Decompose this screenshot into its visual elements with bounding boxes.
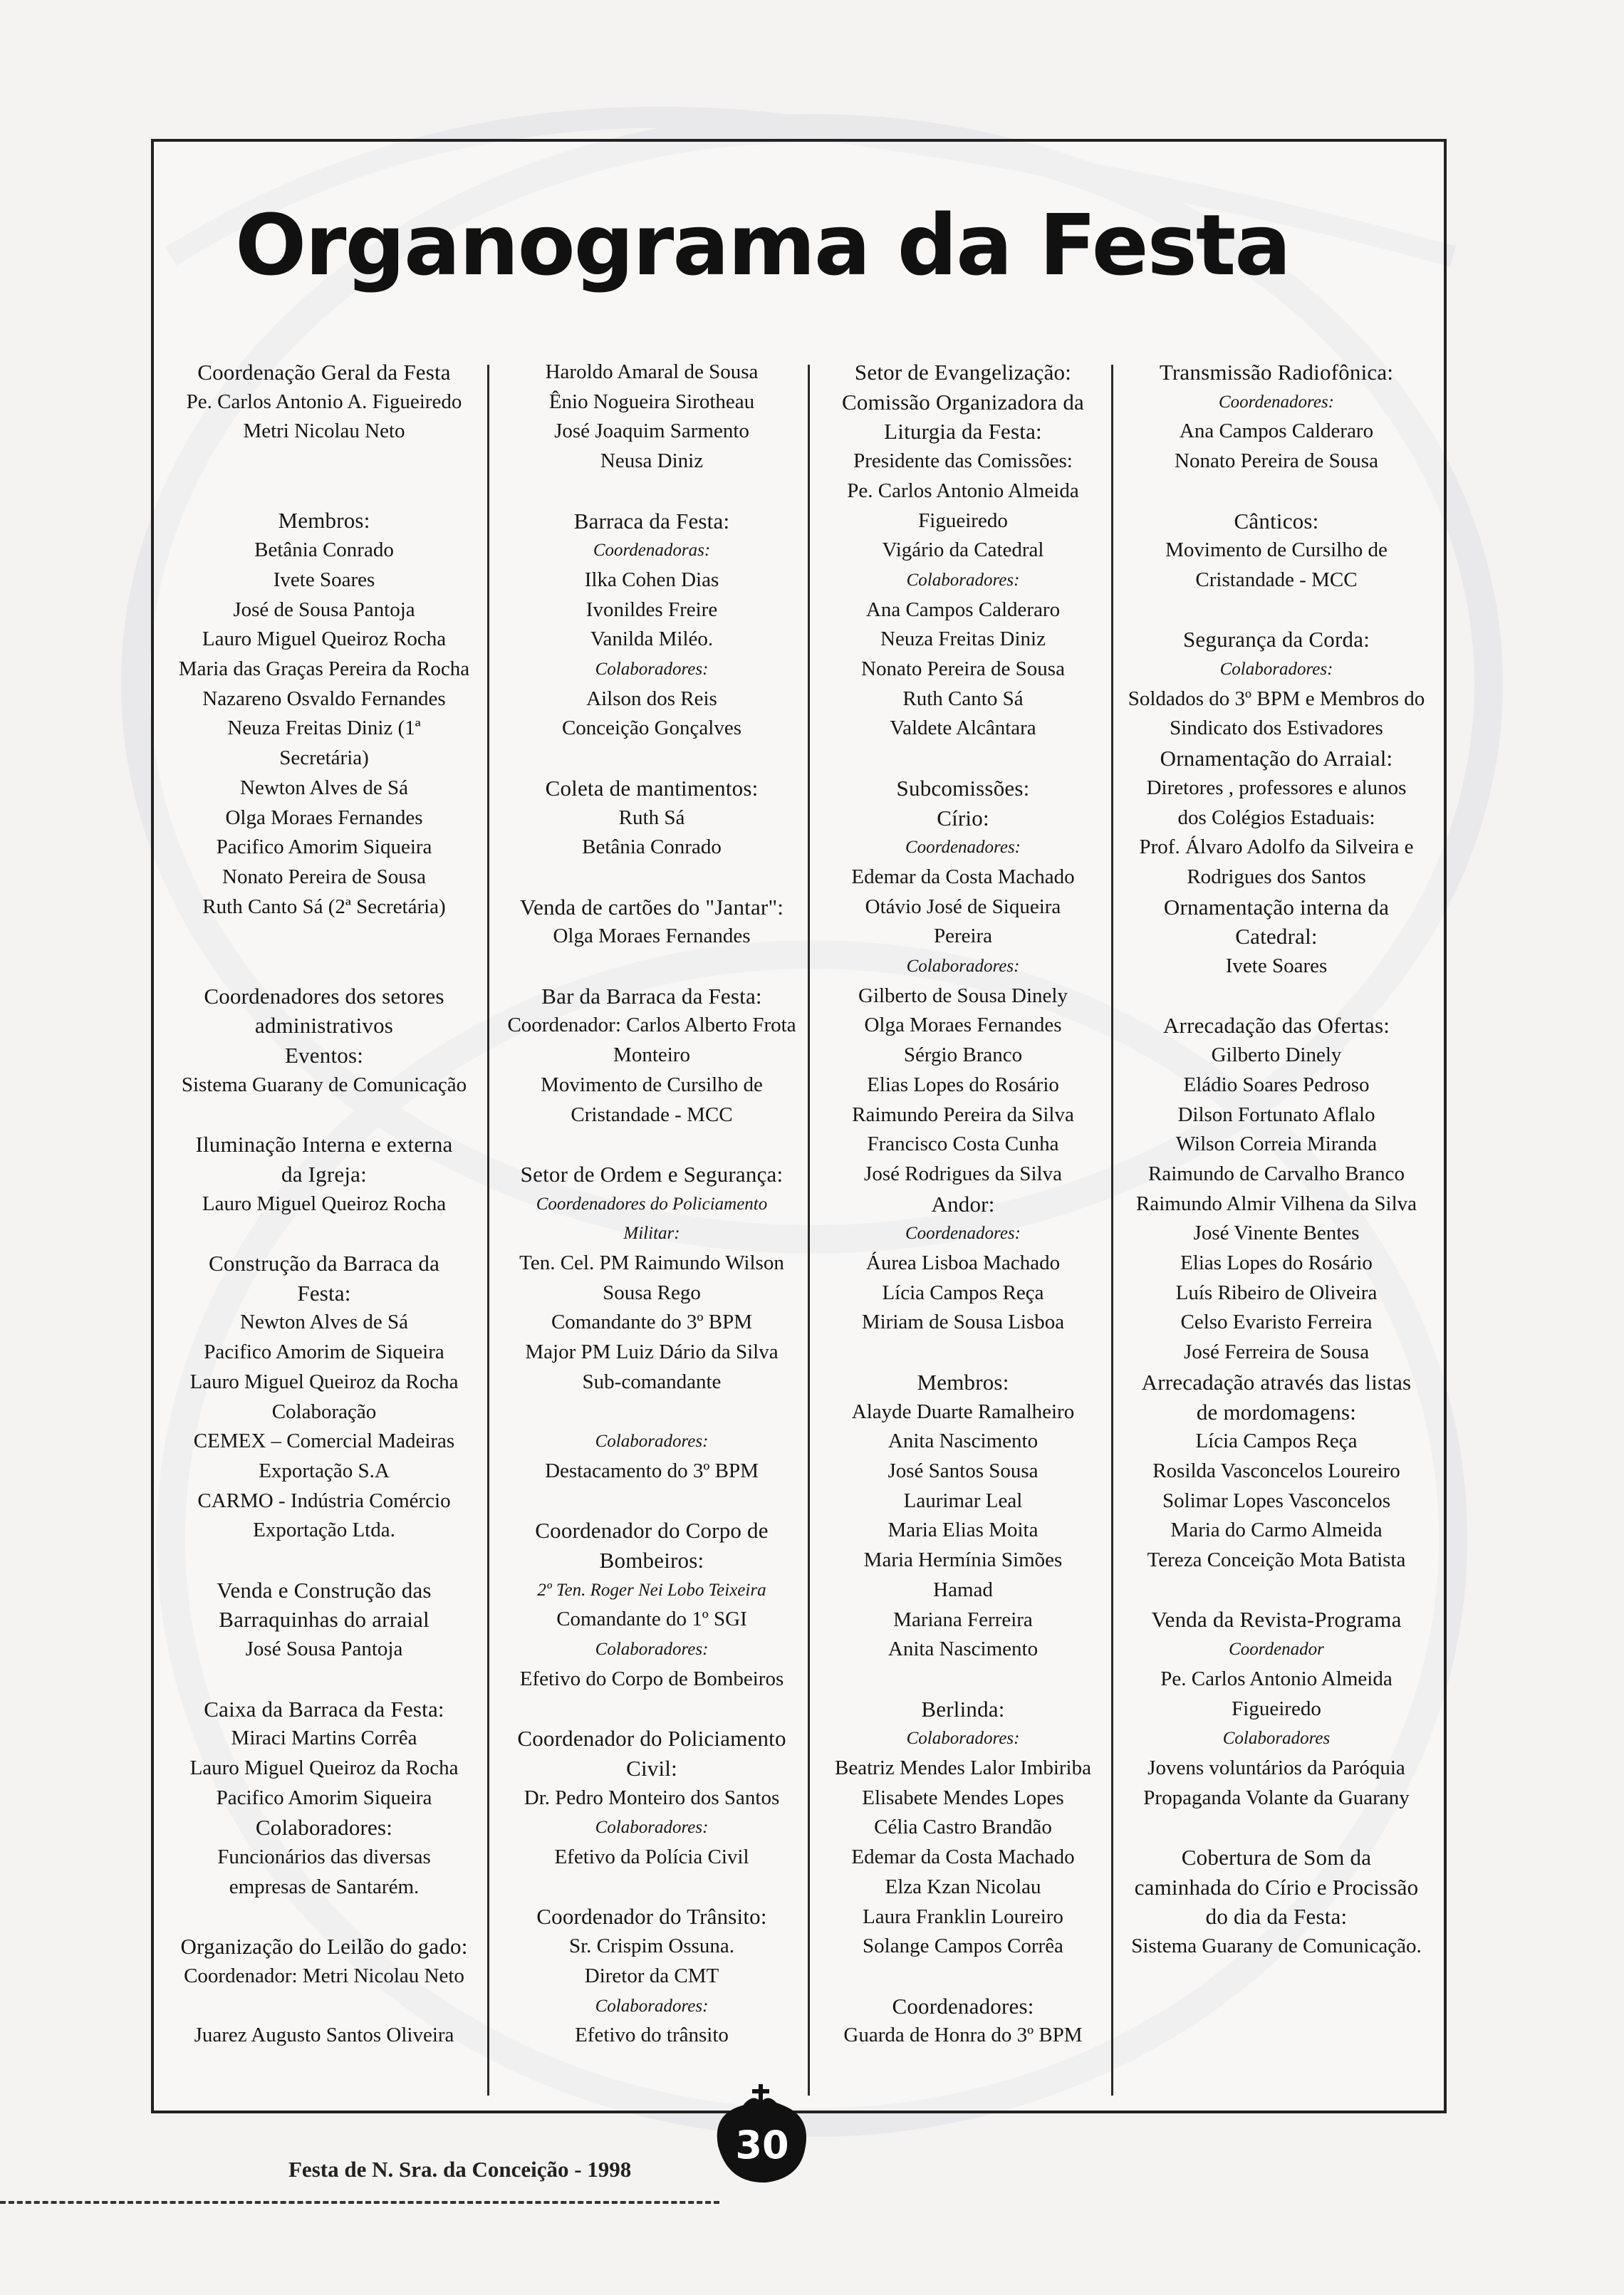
text-line: Maria Hermínia Simões [863,1549,1063,1572]
section-heading: Segurança da Corda: [1182,627,1370,652]
column-divider [487,365,489,2096]
text-line: Pacifico Amorim de Siqueira [204,1341,444,1364]
text-line: José Vinente Bentes [1193,1222,1360,1245]
text-line [1120,982,1433,1011]
text-line: Neuza Freitas Diniz (1ª [227,717,421,740]
text-line: Figueiredo [918,509,1008,532]
role-label: Colaboradores: [906,957,1020,977]
text-line: Elias Lopes do Rosário [867,1073,1059,1096]
text-line: Haroldo Amaral de Sousa [545,360,759,383]
text-line: Sérgio Branco [903,1044,1023,1067]
text-line [499,744,805,774]
section-heading: Membros: [917,1369,1009,1395]
text-line: José Ferreira de Sousa [1183,1341,1370,1364]
text-line [499,1695,805,1724]
text-line: Olga Moraes Fernandes [553,925,751,948]
text-line: Ten. Cel. PM Raimundo Wilson [519,1251,784,1275]
text-line [1120,1576,1433,1606]
text-line: Pacifico Amorim Siqueira [216,1786,432,1809]
text-line: Neusa Diniz [600,449,704,473]
text-line: Guarda de Honra do 3º BPM [843,2024,1083,2047]
section-heading: Berlinda: [921,1696,1005,1722]
text-line: Tereza Conceição Mota Batista [1147,1549,1406,1572]
text-line: Eládio Soares Pedroso [1183,1073,1370,1096]
page-number-badge [705,2080,819,2201]
text-line [168,1992,480,2021]
text-line: Beatriz Mendes Lalor Imbiriba [835,1757,1091,1779]
text-line [821,1338,1105,1368]
text-line [499,477,805,506]
text-line: Maria das Graças Pereira da Rocha [178,657,470,680]
text-line: Miriam de Sousa Lisboa [861,1311,1065,1334]
text-line [168,1665,480,1695]
text-line: Major PM Luiz Dário da Silva [525,1341,779,1364]
text-line [499,1487,805,1516]
page-title: Organograma da Festa [235,196,1290,294]
text-line: Solange Campos Corrêa [863,1935,1063,1958]
text-line: Raimundo Pereira da Silva [852,1103,1074,1126]
text-line: Diretor da CMT [584,1964,719,1987]
page-number: 30 [735,2123,789,2168]
role-label: 2º Ten. Roger Nei Lobo Teixeira [537,1580,766,1600]
role-label: Coordenadores: [905,1224,1021,1244]
text-line: Ruth Canto Sá (2ª Secretária) [202,895,446,918]
text-line: Laurimar Leal [903,1489,1023,1512]
text-line: Wilson Correia Miranda [1175,1133,1378,1156]
section-heading: Iluminação Interna e externa [195,1132,453,1157]
section-heading: Ornamentação interna da [1163,894,1390,920]
section-heading: Civil: [626,1755,677,1781]
text-line [168,952,480,982]
text-line: Valdete Alcântara [890,717,1036,740]
text-line: Ailson dos Reis [586,687,717,710]
text-line [168,922,480,952]
section-heading: Arrecadação das Ofertas: [1162,1013,1390,1039]
section-heading: Venda de cartões do "Jantar": [519,894,784,920]
text-line: Sindicato dos Estivadores [1170,717,1383,740]
role-label: Colaboradores: [906,570,1020,590]
text-line: Monteiro [613,1044,690,1067]
text-line [168,447,480,477]
text-line: Gilberto de Sousa Dinely [858,984,1068,1007]
text-line: Diretores , professores e alunos [1146,776,1407,799]
text-line: Comandante do 1º SGI [556,1608,747,1631]
text-line [499,1873,805,1903]
section-heading: Coordenadores dos setores [204,983,444,1009]
text-line: Anita Nascimento [888,1638,1039,1661]
text-line: Pe. Carlos Antonio Almeida [1160,1667,1393,1690]
text-line: Elisabete Mendes Lopes [862,1786,1064,1809]
text-line: José Santos Sousa [888,1459,1039,1482]
text-line: Elza Kzan Nicolau [885,1875,1041,1898]
text-line: Maria do Carmo Almeida [1170,1519,1383,1542]
section-heading: Andor: [931,1191,995,1217]
text-line: Laura Franklin Loureiro [863,1905,1063,1928]
section-heading: Coordenador do Policiamento [517,1726,786,1752]
text-line: Prof. Álvaro Adolfo da Silveira e [1139,836,1414,859]
text-line: Raimundo de Carvalho Branco [1148,1162,1405,1185]
text-line: Propaganda Volante da Guarany [1143,1786,1410,1809]
text-line: Presidente das Comissões: [853,449,1073,473]
text-line: Áurea Lisboa Machado [865,1251,1061,1275]
text-line: Metri Nicolau Neto [243,420,405,443]
section-heading: Setor de Ordem e Segurança: [520,1161,784,1187]
text-line: Sub-comandante [582,1370,722,1393]
text-line: Miraci Martins Corrêa [231,1727,417,1750]
column-3 [821,358,1105,2051]
text-line [499,1130,805,1160]
text-line: Juarez Augusto Santos Oliveira [194,2024,454,2047]
text-line: Pacifico Amorim Siqueira [216,836,432,859]
text-line: dos Colégios Estaduais: [1177,806,1375,829]
section-heading: Comissão Organizadora da [842,389,1084,415]
text-line: Sr. Crispim Ossuna. [568,1935,735,1958]
text-line: Efetivo do trânsito [575,2024,729,2047]
text-line: Lícia Campos Reça [1195,1430,1358,1453]
text-line: José Rodrigues da Silva [864,1162,1062,1185]
text-line: Funcionários das diversas [217,1846,431,1869]
text-line: Celso Evaristo Ferreira [1180,1311,1373,1334]
text-line: Olga Moraes Fernandes [225,806,423,829]
text-line: Ênio Nogueira Sirotheau [548,390,755,413]
text-line: Rodrigues dos Santos [1187,865,1366,888]
text-line [168,1546,480,1576]
text-line: Lauro Miguel Queiroz da Rocha [189,1370,459,1393]
section-heading: Festa: [297,1280,351,1306]
role-label: Colaboradores: [595,1640,709,1660]
text-line: Dilson Fortunato Aflalo [1177,1103,1375,1126]
text-line: José de Sousa Pantoja [233,598,415,621]
text-line [821,1962,1105,1992]
text-line [1120,477,1433,506]
text-line: Sistema Guarany de Comunicação [181,1073,467,1096]
text-line: José Joaquim Sarmento [554,420,749,443]
text-line: Anita Nascimento [888,1430,1039,1453]
text-line: Secretária) [279,746,369,770]
role-label: Coordenadores: [905,838,1021,858]
text-line: Olga Moraes Fernandes [864,1014,1062,1037]
section-heading: Cobertura de Som da [1181,1845,1372,1870]
section-heading: Liturgia da Festa: [884,419,1042,444]
text-line: Mariana Ferreira [893,1608,1033,1631]
text-line: Jovens voluntários da Paróquia [1147,1756,1405,1779]
text-line [821,744,1105,774]
text-line: Colaboração [271,1400,377,1423]
text-line: Newton Alves de Sá [240,1311,408,1334]
text-line: Elias Lopes do Rosário [1180,1251,1373,1275]
text-line: Cristandade - MCC [571,1103,733,1126]
section-heading: Bombeiros: [599,1548,704,1573]
text-line: Edemar da Costa Machado [851,1846,1075,1869]
text-line: CEMEX – Comercial Madeiras [193,1430,455,1453]
text-line: Destacamento do 3º BPM [545,1459,759,1482]
section-heading: Bar da Barraca da Festa: [541,983,762,1009]
text-line: Ivonildes Freire [585,598,718,621]
column-divider [808,365,810,2096]
text-line: Betânia Conrado [582,836,722,859]
section-heading: Organização do Leilão do gado: [180,1934,468,1960]
text-line [499,863,805,892]
text-line: Soldados do 3º BPM e Membros do [1128,687,1425,710]
text-line: Movimento de Cursilho de [541,1073,763,1096]
role-label: Colaboradores: [595,1818,709,1838]
text-line: Dr. Pedro Monteiro dos Santos [524,1786,780,1809]
text-line [1120,1813,1433,1843]
text-line: Alayde Duarte Ramalheiro [851,1400,1075,1423]
text-line: Hamad [933,1578,993,1601]
section-heading: Venda e Construção das [217,1577,432,1603]
text-line: Neuza Freitas Diniz [880,628,1046,651]
text-line [168,1902,480,1932]
text-line: Ana Campos Calderaro [865,598,1061,621]
section-heading: Colaboradores: [255,1815,393,1841]
text-line: Pe. Carlos Antonio Almeida [847,479,1079,502]
text-line: Lauro Miguel Queiroz da Rocha [189,1756,459,1779]
column-divider [1111,365,1113,2096]
section-heading: Transmissão Radiofônica: [1159,360,1394,385]
section-heading: do dia da Festa: [1205,1904,1348,1930]
text-line: Lícia Campos Reça [882,1281,1044,1304]
section-heading: Setor de Evangelização: [854,360,1072,385]
role-label: Colaboradores: [1219,660,1333,679]
section-heading: administrativos [254,1013,394,1039]
text-line: Raimundo Almir Vilhena da Silva [1135,1192,1417,1215]
text-line: Exportação Ltda. [253,1519,395,1542]
role-label: Coordenadoras: [593,541,711,561]
text-line: Célia Castro Brandão [874,1816,1052,1839]
text-line: Exportação S.A [259,1459,390,1482]
text-line: Nonato Pereira de Sousa [1175,449,1378,473]
column-1 [168,358,480,2051]
text-line: Figueiredo [1232,1697,1321,1720]
text-line: Efetivo da Polícia Civil [554,1846,749,1869]
role-label: Colaboradores: [595,1432,709,1452]
text-line: Sistema Guarany de Comunicação. [1131,1935,1422,1958]
text-line: Rosilda Vasconcelos Loureiro [1152,1459,1400,1482]
text-line: Comandante do 3º BPM [551,1311,753,1334]
text-line: Luís Ribeiro de Oliveira [1175,1281,1378,1304]
text-line: Efetivo do Corpo de Bombeiros [519,1667,784,1690]
role-label: Militar: [623,1224,680,1244]
text-line [499,952,805,982]
text-line: Maria Elias Moita [888,1519,1039,1542]
section-heading: Catedral: [1235,924,1318,949]
section-heading: Barraca da Festa: [573,508,730,534]
section-heading: Coordenadores: [892,1993,1034,2019]
section-heading: Construção da Barraca da [208,1251,440,1276]
section-heading: Barraquinhas do arraial [219,1607,430,1633]
text-line: Gilberto Dinely [1211,1044,1342,1067]
text-line: Cristandade - MCC [1195,568,1358,591]
text-line: Ruth Sá [618,806,685,829]
text-line: Movimento de Cursilho de [1165,538,1388,562]
section-heading: Coordenador do Corpo de [535,1518,769,1544]
text-line [168,477,480,506]
text-line: Lauro Miguel Queiroz Rocha [202,1192,447,1215]
role-label: Coordenador [1229,1640,1324,1660]
section-heading: caminhada do Círio e Procissão [1134,1874,1419,1900]
text-line: Betânia Conrado [254,538,394,562]
text-line: Sousa Rego [603,1281,701,1304]
role-label: Colaboradores: [595,660,709,680]
text-line: Ruth Canto Sá [902,687,1024,710]
text-line: Coordenador: Metri Nicolau Neto [184,1964,464,1987]
footer-caption: Festa de N. Sra. da Conceição - 1998 [288,2157,632,2182]
text-line: empresas de Santarém. [229,1875,420,1898]
section-heading: Membros: [278,508,370,534]
text-line: Lauro Miguel Queiroz Rocha [202,628,447,651]
text-line: Ana Campos Calderaro [1179,420,1374,443]
section-heading: da Igreja: [281,1161,367,1187]
section-heading: Coleta de mantimentos: [545,775,759,801]
text-line: Edemar da Costa Machado [851,865,1075,888]
role-label: Coordenadores: [1218,392,1335,412]
section-heading: Coordenador do Trânsito: [536,1904,767,1930]
text-line: Pereira [933,925,993,948]
role-label: Colaboradores: [595,1996,709,2016]
text-line: Vanilda Miléo. [590,628,714,651]
text-line: Ivete Soares [273,568,375,591]
footer-dashed-line [0,2201,719,2204]
text-line: Conceição Gonçalves [561,717,742,740]
text-line [499,1398,805,1427]
text-line: Newton Alves de Sá [240,776,408,799]
column-4 [1120,358,1433,1962]
section-heading: Eventos: [284,1043,364,1068]
section-heading: Subcomissões: [896,775,1030,801]
section-heading: Caixa da Barraca da Festa: [204,1696,444,1722]
text-line: Pe. Carlos Antonio A. Figueiredo [186,390,462,413]
section-heading: Círio: [937,805,989,831]
text-line: CARMO - Indústria Comércio [197,1489,451,1512]
text-line: José Sousa Pantoja [245,1638,403,1661]
text-line: Otávio José de Siqueira [865,895,1061,918]
text-line [821,1665,1105,1695]
text-line [168,1100,480,1130]
text-line: Ivete Soares [1225,954,1328,978]
section-heading: Cânticos: [1234,508,1319,534]
text-line [168,1219,480,1249]
text-line: Nonato Pereira de Sousa [222,865,426,888]
column-2 [499,358,805,2051]
role-label: Colaboradores [1222,1729,1331,1749]
section-heading: de mordomagens: [1196,1399,1357,1425]
section-heading: Ornamentação do Arraial: [1160,746,1393,771]
text-line: Coordenador: Carlos Alberto Frota [507,1014,796,1037]
role-label: Coordenadores do Policiamento [536,1194,768,1214]
text-line: Nonato Pereira de Sousa [861,657,1065,681]
text-line: Francisco Costa Cunha [867,1133,1059,1156]
text-line [1120,595,1433,625]
text-line: Vigário da Catedral [882,538,1044,562]
section-heading: Coordenação Geral da Festa [197,360,451,385]
section-heading: Venda da Revista-Programa [1151,1607,1402,1633]
text-line: Ilka Cohen Dias [584,568,719,591]
section-heading: Arrecadação através das listas [1141,1369,1412,1395]
text-line: Solimar Lopes Vasconcelos [1162,1489,1391,1512]
role-label: Colaboradores: [906,1729,1020,1749]
text-line: Nazareno Osvaldo Fernandes [202,687,446,710]
